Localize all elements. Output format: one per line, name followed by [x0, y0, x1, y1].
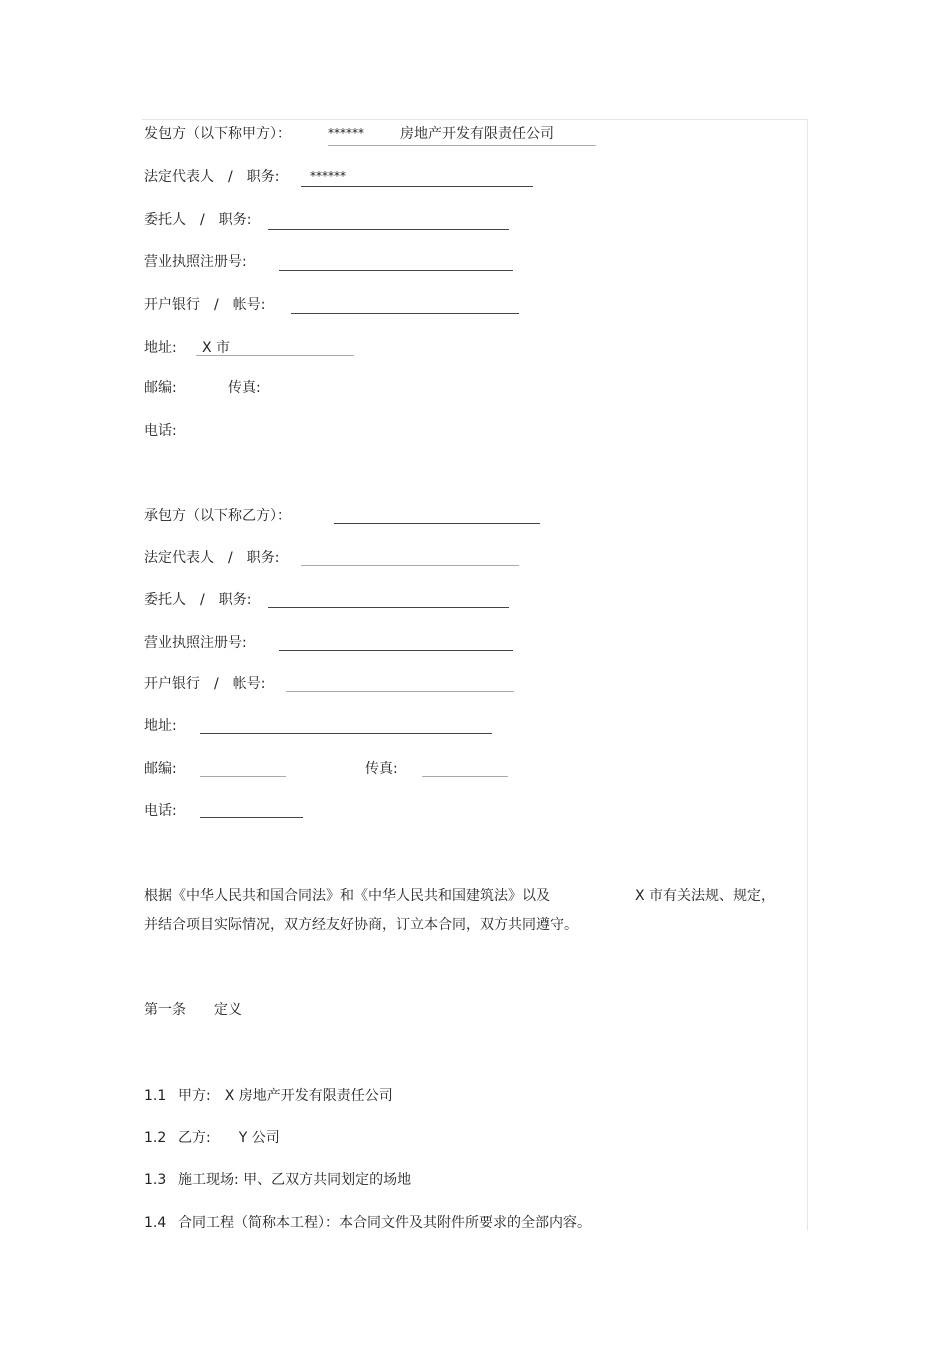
party-a-address-value: X 市 [202, 340, 231, 356]
party-b-rep-field[interactable] [301, 565, 519, 566]
party-a-agent-label: 委托人 / 职务: [144, 212, 252, 228]
party-b-agent-field[interactable] [268, 607, 509, 608]
party-a-agent-field[interactable] [268, 229, 509, 230]
party-b-postcode-label: 邮编: [144, 761, 177, 777]
article1-item-text: 合同工程（简称本工程）：本合同文件及其附件所要求的全部内容。 [178, 1215, 591, 1231]
party-b-fax-field[interactable] [422, 776, 508, 777]
party-b-postcode-field[interactable] [200, 776, 286, 777]
party-b-bank-field[interactable] [286, 691, 514, 692]
party-a-address-underline [196, 355, 354, 356]
party-b-address-label: 地址: [144, 718, 177, 734]
party-a-heading: 发包方（以下称甲方）： [144, 126, 291, 142]
party-a-name-underline [328, 145, 596, 146]
preamble-line2: 并结合项目实际情况，双方经友好协商，订立本合同，双方共同遵守。 [144, 917, 578, 933]
party-b-address-field[interactable] [200, 733, 492, 734]
article1-item-num: 1.3 [144, 1172, 167, 1188]
party-a-bank-label: 开户银行 / 帐号: [144, 297, 266, 313]
party-b-heading: 承包方（以下称乙方）： [144, 508, 291, 524]
preamble-line1-a: 根据《中华人民共和国合同法》和《中华人民共和国建筑法》以及 [144, 888, 550, 904]
party-a-stars: ****** [328, 126, 364, 140]
article1-item-num: 1.4 [144, 1215, 167, 1231]
party-a-company: 房地产开发有限责任公司 [400, 126, 554, 142]
party-b-rep-label: 法定代表人 / 职务: [144, 550, 280, 566]
article1-item-text: 施工现场: 甲、乙双方共同划定的场地 [178, 1172, 412, 1188]
article1-item-num: 1.2 [144, 1130, 167, 1146]
article1-item-text: 乙方: Y 公司 [178, 1130, 280, 1146]
party-b-agent-label: 委托人 / 职务: [144, 592, 252, 608]
article1-item-num: 1.1 [144, 1088, 167, 1104]
article1-item-text: 甲方: X 房地产开发有限责任公司 [178, 1088, 393, 1104]
party-b-name-field[interactable] [334, 523, 540, 524]
party-a-rep-value: ****** [310, 169, 346, 183]
party-a-bank-field[interactable] [291, 313, 519, 314]
party-b-license-label: 营业执照注册号: [144, 635, 247, 651]
party-a-license-label: 营业执照注册号: [144, 254, 247, 270]
party-a-license-field[interactable] [279, 270, 513, 271]
party-a-rep-label: 法定代表人 / 职务: [144, 169, 280, 185]
preamble-line1-b: X 市有关法规、规定， [635, 888, 776, 904]
article1-title: 第一条 定义 [144, 1002, 242, 1018]
party-a-fax-label: 传真: [228, 380, 261, 396]
party-a-address-label: 地址: [144, 340, 177, 356]
party-b-fax-label: 传真: [365, 761, 398, 777]
party-a-rep-field[interactable] [301, 186, 533, 187]
party-a-phone-label: 电话: [144, 423, 177, 439]
party-b-license-field[interactable] [279, 650, 513, 651]
party-a-postcode-label: 邮编: [144, 380, 177, 396]
party-b-phone-label: 电话: [144, 803, 177, 819]
party-b-bank-label: 开户银行 / 帐号: [144, 676, 266, 692]
party-b-phone-field[interactable] [200, 817, 303, 818]
